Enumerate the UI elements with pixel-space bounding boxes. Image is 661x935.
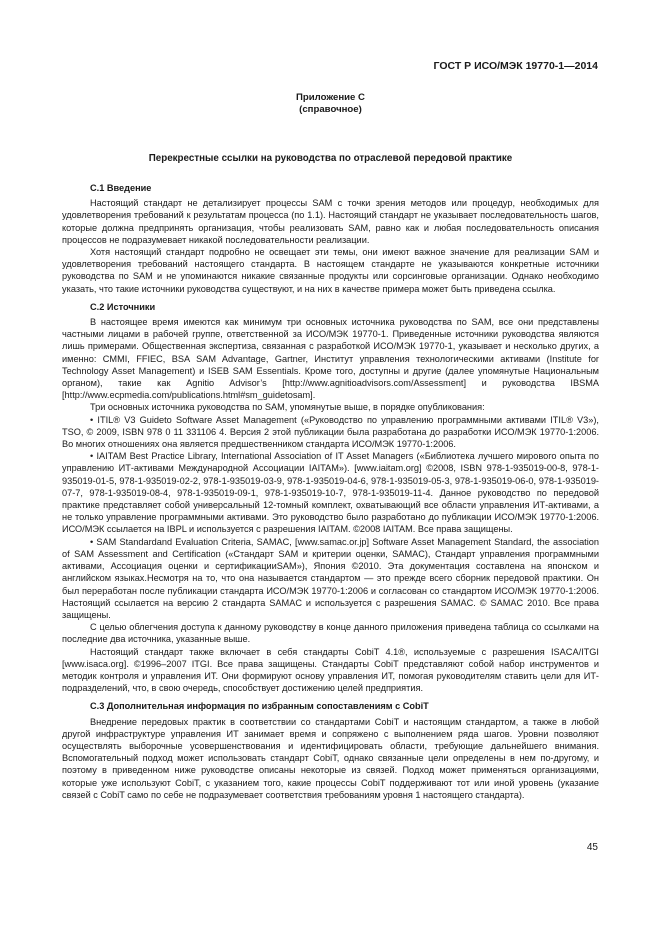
list-item: • IAITAM Best Practice Library, International Association of IT Asset Managers («Библиотека лучшего мирового опыта по управлению ИТ-активами Международной Ассоциации IAITAM»). [www.iaitam.org] ©2008, ISBN 978-1-935019-00-8, 978-1-935019-01-5, 978-1-935019-02-2, 978-1-935019-03-9, 978-1-935019-04-6, 978-1-935019-05-3, 978-1-935019-06-0, 978-1-935019-07-7, 978-1-935019-08-4, 978-1-935019-09-1, 978-1-935019-10-7, 978-1-935019-11-4. Данное руководство по передовой практике представляет собой универсальный 12-томный комплект, охватывающий все области управления ИТ-активами, а не только управление программными активами. Это руководство было разработано до публикации ИСО/МЭК 19770-1:2006. ИСО/МЭК ссылается на IBPL и используется с разрешения IAITAM. ©2008 IAITAM. Все права защищены.	[62, 451, 599, 535]
annex-heading	[0, 92, 661, 116]
paragraph: Хотя настоящий стандарт подробно не освещает эти темы, они имеют важное значение для реализации SAM и удовлетворения требований настоящего стандарта. В настоящем стандарте не указываются конкретные источники руководства по SAM и не упоминаются никакие связанные продукты или сорсинговые организации. Однако необходимо указать, что такие источники руководства существуют, и на них в качестве примера может быть приведена ссылка.	[62, 247, 599, 294]
paragraph: Настоящий стандарт не детализирует процессы SAM с точки зрения методов или процедур, необходимых для удовлетворения требований к результатам процесса (по 1.1). Настоящий стандарт не указывает последовательность шагов, которые должна предпринять организация, чтобы реализовать SAM, равно как и любая последовательность описания процессов не подразумевает никакой последовательности реализации.	[62, 198, 599, 245]
paragraph: Три основных источника руководства по SAM, упомянутые выше, в порядке опубликования:	[90, 402, 485, 413]
paragraph: В настоящее время имеются как минимум три основных источника руководства по SAM, все они представлены частными лицами в рабочей группе, ответственной за ИСО/МЭК 19770-1. Приведенные источники руководства являются лишь примерами. Общественная экспертиза, связанная с разработкой ИСО/МЭК 19770-1, указывает и несколько других, а именно: CMMI, FFIEC, BSA SAM Advantage, Gartner, Институт управления технологическими активами (Institute for Technology Asset Management) и ISEB SAM Essentials. Кроме того, доступны и другие (далее упомянутые Национальным органом), такие как Agnitio Advisor’s [http://www.agnitioadvisors.com/Assessment] и руководства IBSMA [http://www.ecpmedia.com/publications.html#sm_guidetosam].	[62, 317, 599, 401]
annex-title: Приложение С	[296, 92, 365, 103]
document-title: Перекрестные ссылки на руководства по отраслевой передовой практике	[148, 153, 513, 164]
document-body	[62, 182, 599, 801]
page-number: 45	[586, 842, 598, 853]
paragraph: Внедрение передовых практик в соответствии со стандартами CobiT и настоящим стандартом, а также в любой другой инфраструктуре управления ИТ занимает время и сопряжено с выполнением ряда шагов. Уровни позволяют осуществлять выборочные усовершенствования и идентифицировать области, требующие дальнейшего внимания. Вспомогательный подход может использовать стандарт CobiT, однако связанные цели определены в нем по-другому, и поэтому в приведенном ниже руководстве описаны некоторые из связей. Подход может применяться организациями, которые уже используют CobiT, с указанием того, какие процессы CobiT поддерживают тот или иной уровень (указание связей с CobiT само по себе не подразумевает соответствия требованиям уровня 1 настоящего стандарта).	[62, 716, 599, 800]
paragraph: Настоящий стандарт также включает в себя стандарты CobiT 4.1®, используемые с разрешения ISACA/ITGI [www.isaca.org]. ©1996–2007 ITGI. Все права защищены. Стандарты CobiT представляют собой набор инструментов и методик контроля и управления ИТ. Они формируют основу управления ИТ, помогая руководителям ставить цели для ИТ-подразделений, что, в свою очередь, способствует достижению целей предприятия.	[62, 646, 599, 694]
section-heading-c1: С.1 Введение	[90, 183, 152, 193]
section-heading-c3: С.3 Дополнительная информация по избранным сопоставлениям с CobiT	[90, 701, 429, 712]
annex-subtitle: (справочное)	[299, 104, 362, 115]
list-item: • SAM Standardand Evaluation Criteria, SAMAC, [www.samac.or.jp] Software Asset Management Standard, the association of SAM Assessment and Certification («Стандарт SAM и критерии оценки, SAMAC), Стандарт управления программными активами, Ассоциация оценки и сертификацииSAM»), Япония ©2010. Эта документация составлена на японском и английском языках.Несмотря на то, что она называется стандартом — это прежде всего сборник передовой практики. Он был переработан после публикации стандарта ИСО/МЭК 19770-1:2006 и согласован со стандартом ИСО/МЭК 19770-1:2006. Настоящий ссылается на версию 2 стандарта SAMAC и используется с разрешения SAMAC. © SAMAC 2010. Все права защищены.	[62, 536, 599, 620]
standard-header: ГОСТ Р ИСО/МЭК 19770-1—2014	[433, 60, 598, 72]
paragraph: С целью облегчения доступа к данному руководству в конце данного приложения приведена таблица со ссылками на последние два источника, указанные выше.	[62, 622, 599, 645]
list-item: • ITIL® V3 Guideto Software Asset Management («Руководство по управлению программными активами ITIL® V3»), TSO, © 2009, ISBN 978 0 11 331106 4. Версия 2 этой публикации была разработана до разработки ИСО/МЭК 19770-1:2006. Во многих отношениях она является предшественником стандарта ИСО/МЭК 19770-1:2006.	[62, 414, 599, 450]
section-heading-c2: С.2 Источники	[90, 301, 156, 312]
